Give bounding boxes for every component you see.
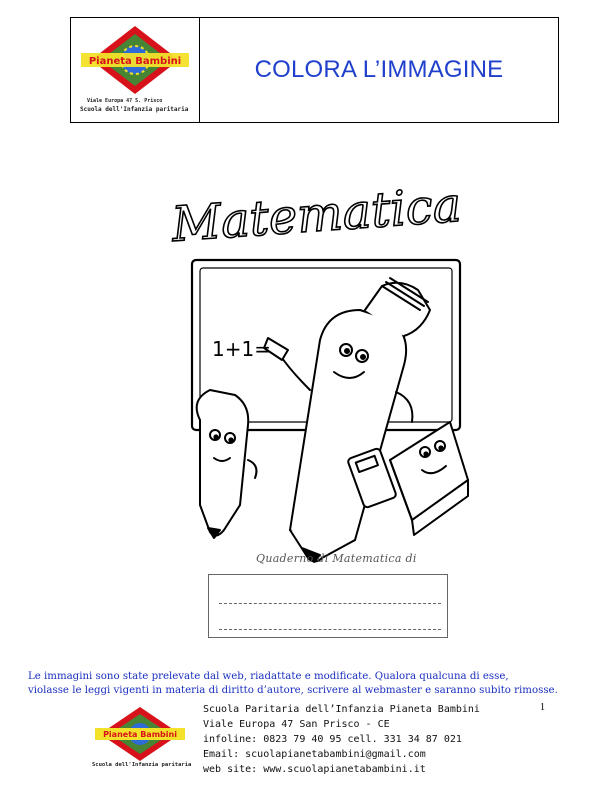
- page-title: COLORA L’IMMAGINE: [254, 56, 504, 83]
- write-line: [219, 603, 441, 604]
- notebook-owner-label: Quaderno di Matematica di: [256, 552, 417, 565]
- math-illustration: [150, 160, 510, 640]
- board-formula: 1+1=: [212, 337, 271, 361]
- page-number: 1: [540, 702, 545, 713]
- school-website[interactable]: web site: www.scuolapianetabambini.it: [203, 764, 426, 775]
- matematica-heading: Matematica: [170, 176, 463, 253]
- name-write-box[interactable]: [208, 574, 448, 638]
- school-email[interactable]: Email: scuolapianetabambini@gmail.com: [203, 749, 426, 760]
- footer-contact-info: [203, 702, 480, 777]
- write-line: [219, 629, 441, 630]
- copyright-disclaimer: [28, 670, 603, 698]
- school-address: Viale Europa 47 San Prisco - CE: [203, 719, 390, 730]
- logo-brand-text: Pianeta Bambini: [88, 56, 182, 67]
- footer-logo-brand: Pianeta Bambini: [103, 730, 177, 739]
- small-pencil-character: [197, 390, 249, 518]
- header-title-cell: [200, 18, 558, 122]
- school-phone: infoline: 0823 79 40 95 cell. 331 34 87 021: [203, 734, 462, 745]
- disclaimer-line: Le immagini sono state prelevate dal web, riadattate e modificate. Qualora qualcuna di esse,: [28, 671, 509, 682]
- logo-address: Viale Europa 47 S. Prisco: [87, 98, 163, 104]
- disclaimer-line: violasse le leggi vigenti in materia di diritto d’autore, scrivere al webmaster e saranno subito rimosse.: [28, 685, 558, 696]
- school-name: Scuola Paritaria dell’Infanzia Pianeta Bambini: [203, 704, 480, 715]
- footer-logo-icon: [92, 706, 188, 762]
- logo-tagline: Scuola dell'Infanzia paritaria: [80, 106, 189, 113]
- footer-logo-tagline: Scuola dell'Infanzia paritaria: [92, 762, 192, 768]
- school-logo-icon: [79, 24, 191, 96]
- header-logo: [71, 18, 200, 122]
- header-box: [70, 17, 559, 123]
